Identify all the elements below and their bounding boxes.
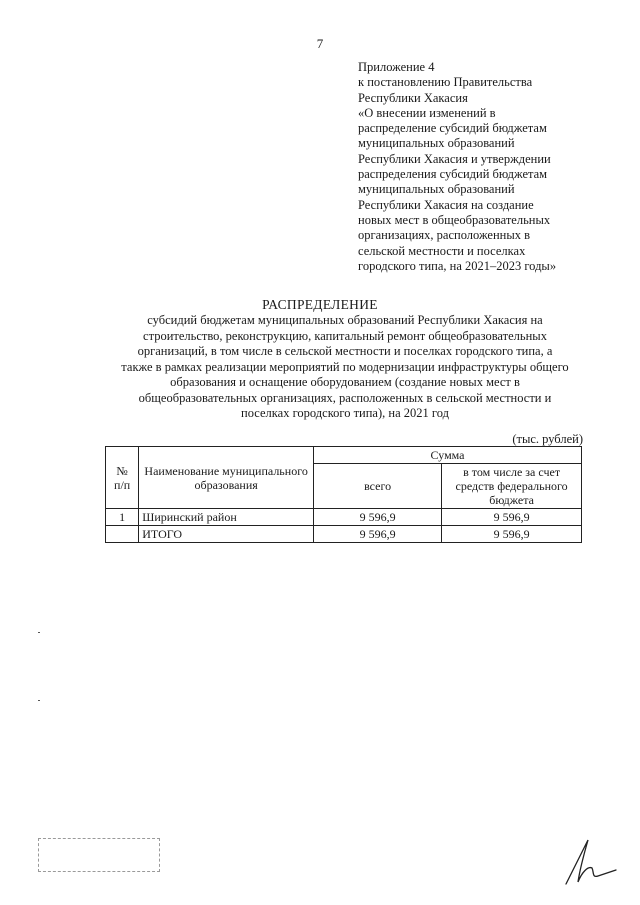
total-num xyxy=(106,526,139,543)
subtitle-line: образования и оснащение оборудованием (создание новых мест в xyxy=(170,375,520,389)
appendix-block xyxy=(358,60,618,274)
header-name: Наименование муниципального образования xyxy=(139,447,314,509)
subtitle-line: строительство, реконструкцию, капитальный ремонт общеобразовательных xyxy=(143,328,547,343)
appendix-line: «О внесении изменений в xyxy=(358,105,496,120)
appendix-line: сельской местности и поселках xyxy=(358,243,526,258)
header-num: № п/п xyxy=(106,447,139,509)
table-row xyxy=(106,509,582,526)
appendix-line: Республики Хакасия xyxy=(358,90,468,105)
appendix-line: городского типа, на 2021–2023 годы» xyxy=(358,258,557,273)
subtitle-line: также в рамках реализации мероприятий по модернизации инфраструктуры общего xyxy=(121,359,569,374)
header-total: всего xyxy=(314,464,442,509)
appendix-line: распределения субсидий бюджетам xyxy=(358,167,548,182)
margin-mark xyxy=(38,632,40,633)
header-federal: в том числе за счет средств федерального бюджета xyxy=(442,464,582,509)
appendix-line: к постановлению Правительства xyxy=(358,75,533,90)
appendix-line: распределение субсидий бюджетам xyxy=(358,121,547,136)
total-federal: 9 596,9 xyxy=(442,526,582,543)
document-title: РАСПРЕДЕЛЕНИЕ xyxy=(262,297,378,312)
row-name: Ширинский район xyxy=(139,509,314,526)
registration-stamp xyxy=(38,838,160,872)
row-num: 1 xyxy=(106,509,139,526)
appendix-line: организациях, расположенных в xyxy=(358,228,531,243)
margin-mark xyxy=(38,700,40,701)
total-row xyxy=(106,526,582,543)
subtitle-line: поселках городского типа), на 2021 год xyxy=(241,406,449,420)
appendix-line: муниципальных образований xyxy=(358,136,515,151)
appendix-line: муниципальных образований xyxy=(358,182,515,197)
total-total: 9 596,9 xyxy=(314,526,442,543)
subtitle-line: субсидий бюджетам муниципальных образований Республики Хакасия на xyxy=(147,313,543,327)
document-subtitle xyxy=(100,313,590,422)
distribution-table xyxy=(105,446,582,543)
page-number: 7 xyxy=(316,36,324,51)
row-total: 9 596,9 xyxy=(314,509,442,526)
total-name: ИТОГО xyxy=(139,526,314,543)
appendix-line: новых мест в общеобразовательных xyxy=(358,212,551,227)
row-federal: 9 596,9 xyxy=(442,509,582,526)
appendix-line: Республики Хакасия на создание xyxy=(358,197,534,212)
subtitle-line: организаций, в том числе в сельской местности и поселках городского типа, а xyxy=(137,344,553,358)
units-label: (тыс. рублей) xyxy=(512,432,583,446)
header-sum: Сумма xyxy=(314,447,582,464)
signature-mark xyxy=(558,832,618,890)
appendix-line: Приложение 4 xyxy=(358,60,435,74)
subtitle-line: общеобразовательных организациях, расположенных в сельской местности и xyxy=(138,390,552,405)
appendix-line: Республики Хакасия и утверждении xyxy=(358,151,551,166)
